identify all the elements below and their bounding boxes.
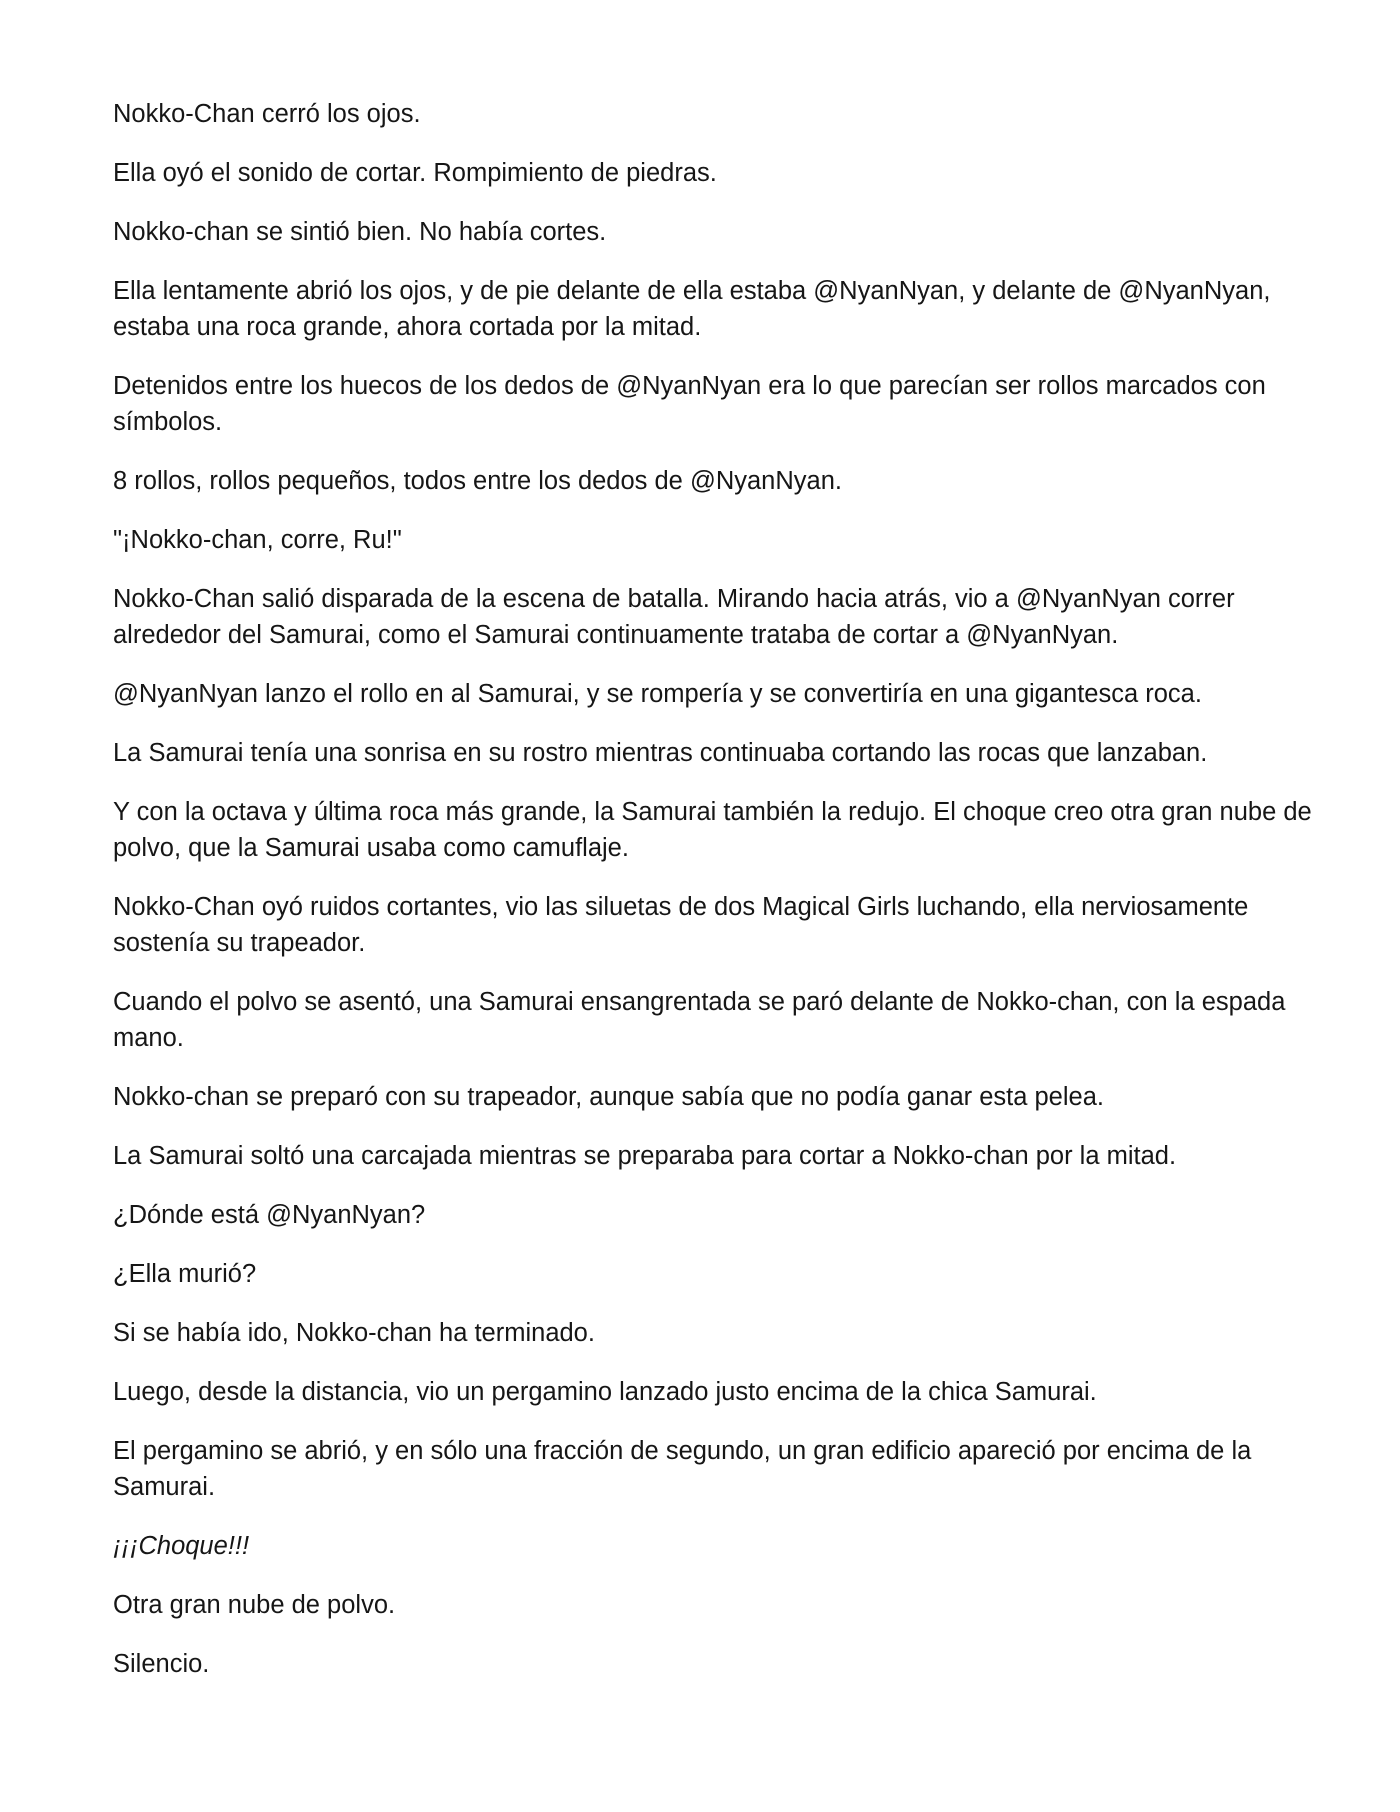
paragraph: Luego, desde la distancia, vio un pergamino lanzado justo encima de la chica Samurai. bbox=[113, 1378, 1097, 1406]
paragraph: "¡Nokko-chan, corre, Ru!" bbox=[113, 526, 402, 554]
paragraph: La Samurai soltó una carcajada mientras se preparaba para cortar a Nokko-chan por la mitad. bbox=[113, 1142, 1177, 1170]
paragraph: Nokko-chan se preparó con su trapeador, aunque sabía que no podía ganar esta pelea. bbox=[113, 1083, 1104, 1111]
paragraph: Silencio. bbox=[113, 1650, 210, 1678]
paragraph: Nokko-Chan cerró los ojos. bbox=[113, 100, 421, 128]
document-page bbox=[113, 96, 1323, 1705]
paragraph: Nokko-Chan salió disparada de la escena de batalla. Mirando hacia atrás, vio a @NyanNyan correr alrededor del Samurai, como el Samurai continuamente trataba de cortar a @NyanNyan. bbox=[113, 585, 1235, 649]
paragraph: Nokko-chan se sintió bien. No había cortes. bbox=[113, 218, 607, 246]
paragraph: ¿Ella murió? bbox=[113, 1260, 257, 1288]
paragraph: Ella oyó el sonido de cortar. Rompimiento de piedras. bbox=[113, 159, 717, 187]
paragraph: Cuando el polvo se asentó, una Samurai ensangrentada se paró delante de Nokko-chan, con la espada mano. bbox=[113, 988, 1286, 1052]
paragraph: 8 rollos, rollos pequeños, todos entre los dedos de @NyanNyan. bbox=[113, 467, 842, 495]
paragraph: Si se había ido, Nokko-chan ha terminado. bbox=[113, 1319, 595, 1347]
paragraph: Y con la octava y última roca más grande, la Samurai también la redujo. El choque creo otra gran nube de polvo, que la Samurai usaba como camuflaje. bbox=[113, 798, 1312, 862]
paragraph: Nokko-Chan oyó ruidos cortantes, vio las siluetas de dos Magical Girls luchando, ella nerviosamente sostenía su trapeador. bbox=[113, 893, 1249, 957]
paragraph: Ella lentamente abrió los ojos, y de pie delante de ella estaba @NyanNyan, y delante de @NyanNyan, estaba una roca grande, ahora cortada por la mitad. bbox=[113, 277, 1271, 341]
paragraph: La Samurai tenía una sonrisa en su rostro mientras continuaba cortando las rocas que lanzaban. bbox=[113, 739, 1208, 767]
paragraph: ¿Dónde está @NyanNyan? bbox=[113, 1201, 426, 1229]
paragraph: Detenidos entre los huecos de los dedos de @NyanNyan era lo que parecían ser rollos marcados con símbolos. bbox=[113, 372, 1266, 436]
italic-paragraph: ¡¡¡Choque!!! bbox=[113, 1532, 250, 1560]
paragraph: Otra gran nube de polvo. bbox=[113, 1591, 396, 1619]
paragraph: El pergamino se abrió, y en sólo una fracción de segundo, un gran edificio apareció por encima de la Samurai. bbox=[113, 1437, 1252, 1501]
paragraph: @NyanNyan lanzo el rollo en al Samurai, y se rompería y se convertiría en una gigantesca roca. bbox=[113, 680, 1202, 708]
